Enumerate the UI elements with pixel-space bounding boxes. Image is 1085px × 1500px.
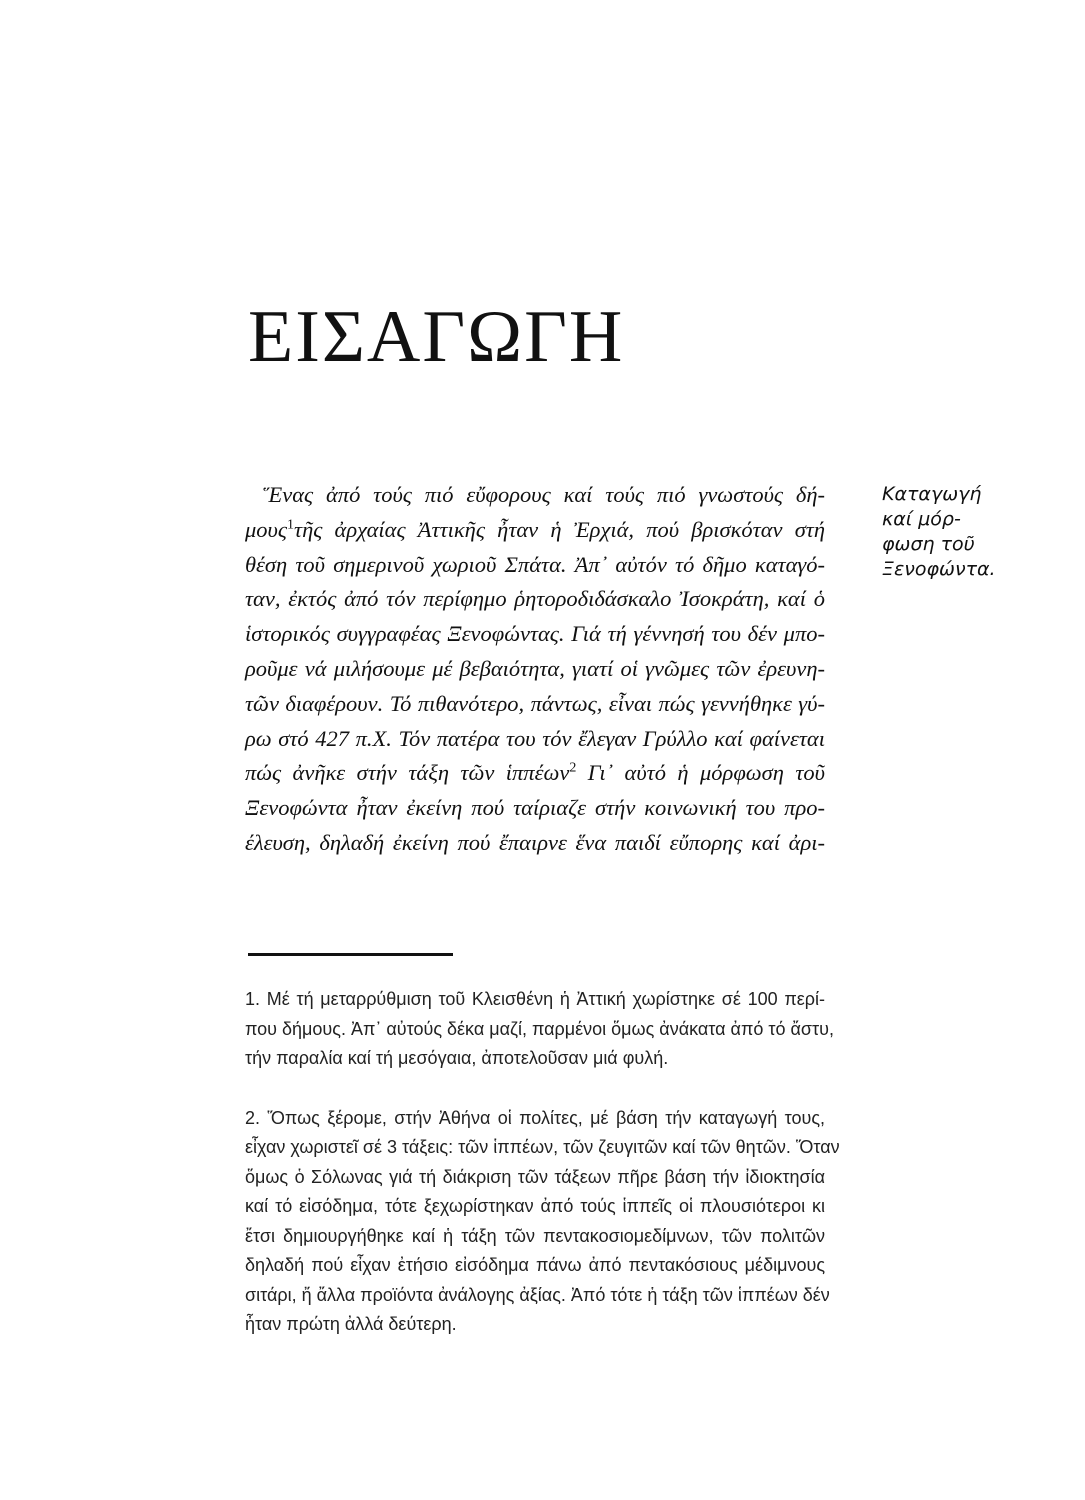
- body-line: ρω στό 427 π.Χ. Τόν πατέρα του τόν ἔλεγαν Γρύλλο καί φαίνεται: [245, 725, 825, 751]
- footnote-mark: 2: [569, 760, 577, 776]
- footnote-line: που δήμους. Ἀπ᾽ αὐτούς δέκα μαζί, παρμένοι ὅμως ἀνάκατα ἀπό τό ἄστυ,: [245, 1018, 834, 1039]
- footnote-mark: 1: [287, 517, 295, 533]
- footnote-line: καί τό εἰσόδημα, τότε ξεχωρίστηκαν ἀπό τούς ἱππεῖς οἱ πλουσιότεροι κι: [245, 1196, 825, 1216]
- footnote-line: 2. Ὅπως ξέρομε, στήν Ἀθήνα οἱ πολίτες, μέ βάση τήν καταγωγή τους,: [245, 1107, 825, 1128]
- margin-note-line: Καταγωγή: [882, 483, 982, 505]
- footnote-line: 1. Μέ τή μεταρρύθμιση τοῦ Κλεισθένη ἡ Ἀττική χωρίστηκε σέ 100 περί-: [245, 989, 825, 1009]
- footnote-2: [245, 1104, 840, 1340]
- body-line: Ξενοφώντα ἦταν ἐκείνη πού ταίριαζε στήν κοινωνική του προ-: [245, 795, 825, 821]
- body-line-fragment: Γι᾽ αὐτό ἡ μόρφωση τοῦ: [587, 760, 825, 786]
- footnote-line: σιτάρι, ἤ ἄλλα προϊόντα ἀνάλογης ἀξίας. Ἀπό τότε ἡ τάξη τῶν ἱππέων δέν: [245, 1284, 830, 1305]
- body-line: έλευση, δηλαδή ἐκείνη πού ἔπαιρνε ἕνα παιδί εὔπορης καί ἀρι-: [245, 829, 825, 855]
- body-line: ἱστορικός συγγραφέας Ξενοφώντας. Γιά τή γέννησή του δέν μπο-: [245, 621, 825, 647]
- body-line-fragment: Ἀττικῆς ἦταν ἡ Ἐρχιά, πού βρισκόταν στή: [417, 516, 825, 542]
- margin-note: [882, 482, 1042, 582]
- footnote-line: ἦταν πρώτη ἀλλά δεύτερη.: [245, 1314, 457, 1334]
- body-line: [245, 756, 825, 791]
- page-title: ΕΙΣΑΓΩΓΗ: [248, 296, 625, 378]
- body-line: τῶν διαφέρουν. Τό πιθανότερο, πάντως, εἶναι πώς γεννήθηκε γύ-: [245, 690, 825, 716]
- footnote-line: δηλαδή πού εἶχαν ἐτήσιο εἰσόδημα πάνω ἀπό πεντακόσιους μέδιμνους: [245, 1255, 825, 1275]
- body-line: [245, 513, 825, 548]
- footnote-line: ἔτσι δημιουργήθηκε καί ἡ τάξη τῶν πεντακοσιομεδίμνων, τῶν πολιτῶν: [245, 1225, 825, 1246]
- body-line: ταν, ἐκτός ἀπό τόν περίφημο ῥητοροδιδάσκαλο Ἰσοκράτη, καί ὁ: [245, 586, 825, 612]
- margin-note-line: καί μόρ-: [882, 508, 961, 530]
- footnotes: [245, 985, 840, 1370]
- margin-note-line: φωση τοῦ: [882, 533, 975, 555]
- body-line: ροῦμε νά μιλήσουμε μέ βεβαιότητα, γιατί οἱ γνῶμες τῶν ἐρευνη-: [245, 655, 825, 681]
- footnote-line: εἶχαν χωριστεῖ σέ 3 τάξεις: τῶν ἱππέων, τῶν ζευγιτῶν καί τῶν θητῶν. Ὅταν: [245, 1137, 840, 1157]
- body-line: Ἕνας ἀπό τούς πιό εὔφορους καί τούς πιό γνωστούς δή-: [263, 482, 825, 507]
- body-line-fragment: τῆς ἀρχαίας: [294, 516, 406, 542]
- footnote-divider: [248, 953, 453, 956]
- body-line-fragment: πώς ἀνῆκε στήν τάξη τῶν ἱππέων: [245, 760, 570, 786]
- footnote-1: [245, 985, 834, 1074]
- body-line: θέση τοῦ σημερινοῦ χωριοῦ Σπάτα. Ἀπ᾽ αὐτόν τό δῆμο καταγό-: [245, 551, 825, 577]
- margin-note-line: Ξενοφώντα.: [882, 558, 996, 580]
- footnote-line: ὅμως ὁ Σόλωνας γιά τή διάκριση τῶν τάξεων πῆρε βάση τήν ἰδιοκτησία: [245, 1166, 825, 1187]
- body-paragraph: [245, 478, 825, 861]
- footnote-line: τήν παραλία καί τή μεσόγαια, ἀποτελοῦσαν μιά φυλή.: [245, 1048, 669, 1068]
- body-line-fragment: μους: [245, 516, 288, 542]
